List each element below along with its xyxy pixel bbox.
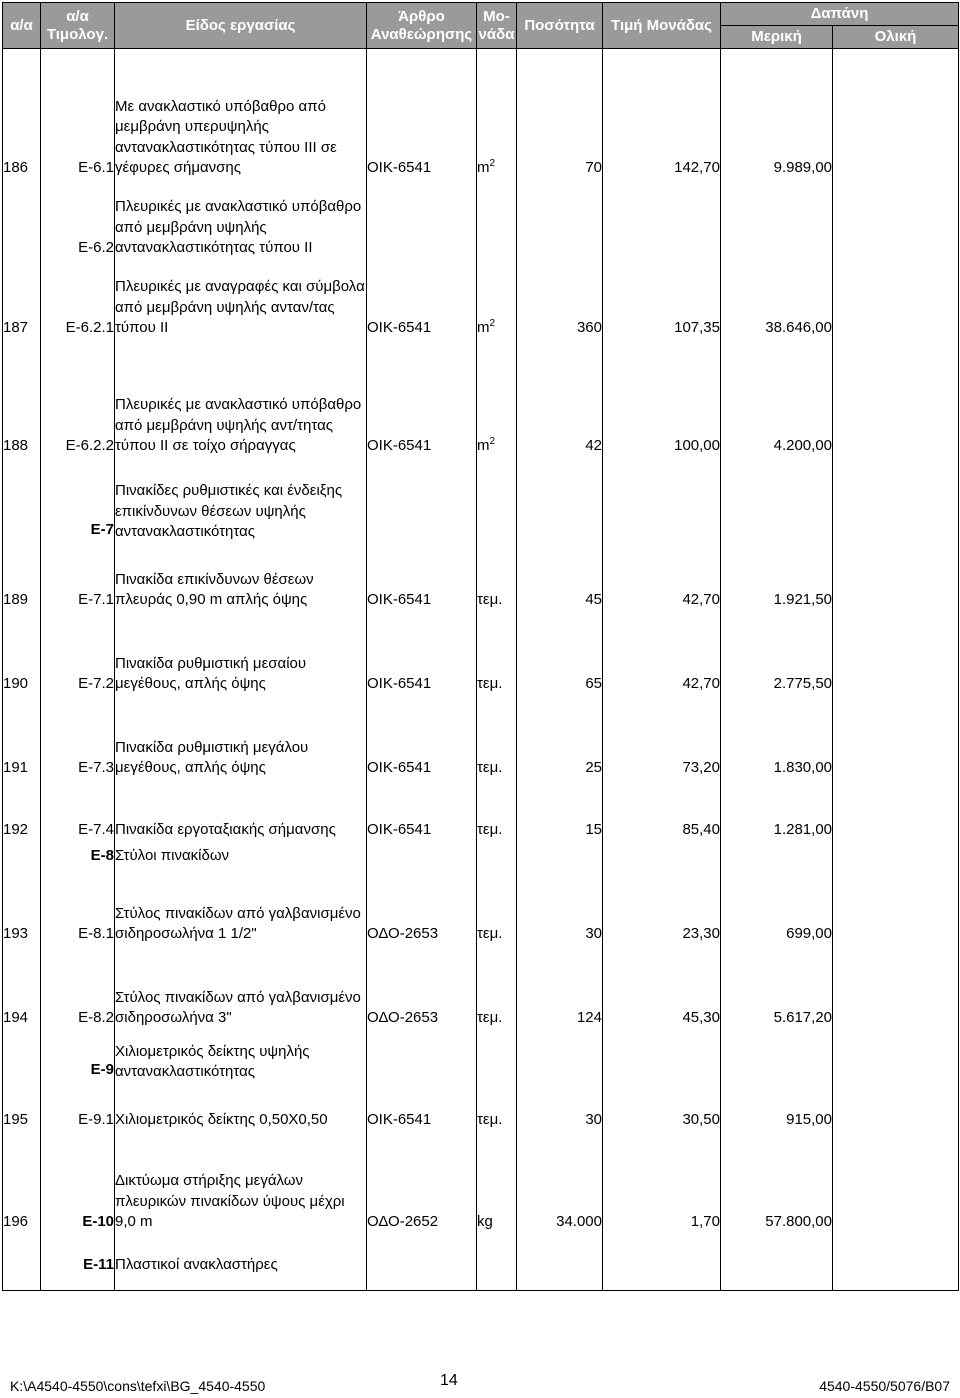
- table-row: [3, 779, 959, 841]
- unit: τεμ.: [477, 1111, 503, 1128]
- unit-cell: [477, 841, 517, 873]
- table-row: [3, 873, 959, 945]
- work-description-cell: [115, 779, 367, 841]
- revision-article-cell: [367, 179, 477, 259]
- article-code-cell: [41, 259, 115, 339]
- partial-cost-cell: [721, 339, 833, 457]
- total-cost-cell: [833, 779, 959, 841]
- footer-reference: 4540-4550/5076/B07: [819, 1378, 950, 1394]
- unit-price-cell: [603, 457, 721, 549]
- partial-cost: 57.800,00: [765, 1213, 832, 1230]
- revision-article-cell: [367, 945, 477, 1029]
- partial-cost-cell: [721, 549, 833, 611]
- quantity-cell: [517, 611, 603, 695]
- table-row: [3, 259, 959, 339]
- unit-price-cell: [603, 179, 721, 259]
- quantity: 30: [585, 925, 602, 942]
- partial-cost: 5.617,20: [773, 1009, 832, 1026]
- table-row: [3, 695, 959, 779]
- col-header-posotita: Ποσότητα: [517, 3, 603, 49]
- unit-cell: [477, 1089, 517, 1131]
- row-number-cell: [3, 1029, 41, 1089]
- row-number: 193: [3, 925, 29, 942]
- partial-cost-cell: [721, 49, 833, 179]
- revision-article-cell: [367, 49, 477, 179]
- partial-cost-cell: [721, 945, 833, 1029]
- revision-article-cell: [367, 549, 477, 611]
- work-description-cell: [115, 1089, 367, 1131]
- row-number-cell: [3, 779, 41, 841]
- revision-article-cell: [367, 841, 477, 873]
- work-description-cell: [115, 457, 367, 549]
- table-header: [3, 3, 959, 49]
- partial-cost: 1.921,50: [773, 591, 832, 608]
- partial-cost-cell: [721, 179, 833, 259]
- unit-cell: [477, 549, 517, 611]
- unit-price-cell: [603, 873, 721, 945]
- total-cost-cell: [833, 179, 959, 259]
- revision-article: ΟΙΚ-6541: [367, 675, 432, 692]
- work-description: Πλαστικοί ανακλαστήρες: [115, 1256, 278, 1273]
- revision-article: ΟΙΚ-6541: [367, 437, 432, 454]
- work-description: Πλευρικές με αναγραφές και σύμβολα από μεμβράνη υψηλής ανταν/τας τύπου ΙΙ: [115, 278, 365, 336]
- row-number: 189: [3, 591, 29, 608]
- revision-article-cell: [367, 695, 477, 779]
- work-description-cell: [115, 611, 367, 695]
- quantity: 25: [585, 759, 602, 776]
- revision-article: ΟΙΚ-6541: [367, 759, 432, 776]
- unit-price-cell: [603, 1089, 721, 1131]
- quantity-cell: [517, 1241, 603, 1291]
- article-code-cell: [41, 339, 115, 457]
- work-description-cell: [115, 1131, 367, 1241]
- row-number: 192: [3, 821, 29, 838]
- article-code: Ε-6.1: [78, 159, 114, 176]
- quantity-cell: [517, 457, 603, 549]
- quantity-cell: [517, 873, 603, 945]
- revision-article: ΟΔΟ-2652: [367, 1213, 439, 1230]
- row-number-cell: [3, 695, 41, 779]
- footer-file-path: K:\A4540-4550\cons\tefxi\BG_4540-4550: [10, 1378, 266, 1394]
- quantity-cell: [517, 945, 603, 1029]
- partial-cost-cell: [721, 259, 833, 339]
- work-description: Στύλοι πινακίδων: [115, 847, 230, 865]
- unit-price: 85,40: [682, 821, 720, 838]
- col-header-meriki: Μερική: [721, 26, 833, 49]
- unit-price: 100,00: [674, 437, 720, 454]
- work-description: Χιλιομετρικός δείκτης 0,50Χ0,50: [115, 1111, 328, 1128]
- revision-article: ΟΙΚ-6541: [367, 591, 432, 608]
- row-number: 195: [3, 1111, 29, 1128]
- article-code: Ε-7.3: [78, 759, 114, 776]
- row-number: 190: [3, 675, 29, 692]
- work-description-cell: [115, 841, 367, 873]
- article-code: Ε-8.2: [78, 1009, 114, 1026]
- total-cost-cell: [833, 49, 959, 179]
- unit: m: [477, 319, 490, 336]
- row-number: 196: [3, 1213, 29, 1230]
- partial-cost: 1.281,00: [773, 821, 832, 838]
- work-description: Πινακίδα εργοταξιακής σήμανσης: [115, 821, 336, 838]
- unit-cell: [477, 49, 517, 179]
- col-header-aa: α/α: [3, 3, 41, 49]
- unit-cell: [477, 179, 517, 259]
- unit: kg: [477, 1213, 493, 1230]
- article-code: Ε-7: [90, 521, 114, 538]
- quantity-cell: [517, 1131, 603, 1241]
- partial-cost: 38.646,00: [765, 319, 832, 336]
- article-code: Ε-9: [90, 1061, 114, 1078]
- row-number-cell: [3, 611, 41, 695]
- col-header-dapani: Δαπάνη: [721, 3, 959, 26]
- unit-price: 23,30: [682, 925, 720, 942]
- col-header-arthro: Άρθρο Αναθεώρησης: [367, 3, 477, 49]
- partial-cost-cell: [721, 611, 833, 695]
- unit-price-cell: [603, 695, 721, 779]
- unit-superscript: 2: [489, 158, 496, 169]
- quantity-cell: [517, 259, 603, 339]
- partial-cost-cell: [721, 457, 833, 549]
- work-description-cell: [115, 549, 367, 611]
- unit-price-cell: [603, 1029, 721, 1089]
- row-number: 194: [3, 1009, 29, 1026]
- article-code: Ε-8: [90, 847, 114, 865]
- table-row: [3, 1241, 959, 1291]
- unit-price-cell: [603, 49, 721, 179]
- revision-article-cell: [367, 779, 477, 841]
- article-code-cell: [41, 179, 115, 259]
- quantity: 42: [585, 437, 602, 454]
- revision-article: ΟΙΚ-6541: [367, 1111, 432, 1128]
- unit-cell: [477, 695, 517, 779]
- row-number-cell: [3, 179, 41, 259]
- quantity: 30: [585, 1111, 602, 1128]
- quantity: 65: [585, 675, 602, 692]
- unit-cell: [477, 1029, 517, 1089]
- total-cost-cell: [833, 611, 959, 695]
- col-header-oliki: Ολική: [833, 26, 959, 49]
- col-header-eidos-ergasias: Είδος εργασίας: [115, 3, 367, 49]
- footer-page-number: 14: [440, 1372, 458, 1389]
- work-description-cell: [115, 1029, 367, 1089]
- row-number-cell: [3, 457, 41, 549]
- total-cost-cell: [833, 695, 959, 779]
- partial-cost: 2.775,50: [773, 675, 832, 692]
- quantity-cell: [517, 179, 603, 259]
- unit: τεμ.: [477, 821, 503, 838]
- row-number-cell: [3, 259, 41, 339]
- partial-cost: 4.200,00: [773, 437, 832, 454]
- table-row: [3, 945, 959, 1029]
- article-code: Ε-7.2: [78, 675, 114, 692]
- partial-cost-cell: [721, 695, 833, 779]
- unit-price-cell: [603, 339, 721, 457]
- revision-article: ΟΙΚ-6541: [367, 821, 432, 838]
- quantity-cell: [517, 779, 603, 841]
- col-header-aa-timologiou: α/α Τιμολογ.: [41, 3, 115, 49]
- article-code-cell: [41, 457, 115, 549]
- unit-cell: [477, 779, 517, 841]
- article-code: Ε-6.2.1: [65, 319, 114, 336]
- revision-article-cell: [367, 457, 477, 549]
- unit-cell: [477, 259, 517, 339]
- unit-price: 45,30: [682, 1009, 720, 1026]
- unit: τεμ.: [477, 925, 503, 942]
- quantity-cell: [517, 1029, 603, 1089]
- row-number-cell: [3, 841, 41, 873]
- unit-price: 107,35: [674, 319, 720, 336]
- article-code-cell: [41, 695, 115, 779]
- total-cost-cell: [833, 945, 959, 1029]
- unit-price-cell: [603, 1131, 721, 1241]
- partial-cost: 1.830,00: [773, 759, 832, 776]
- total-cost-cell: [833, 1131, 959, 1241]
- total-cost-cell: [833, 1089, 959, 1131]
- total-cost-cell: [833, 1029, 959, 1089]
- unit-price: 142,70: [674, 159, 720, 176]
- work-description: Πλευρικές με ανακλαστικό υπόβαθρο από μεμβράνη υψηλής αντανακλαστικότητας τύπου ΙΙ: [115, 198, 362, 256]
- revision-article: ΟΔΟ-2653: [367, 925, 439, 942]
- quantity: 360: [576, 319, 602, 336]
- unit-price-cell: [603, 549, 721, 611]
- unit-price: 30,50: [682, 1111, 720, 1128]
- quantity-cell: [517, 841, 603, 873]
- table-row: [3, 1029, 959, 1089]
- work-description: Στύλος πινακίδων από γαλβανισμένο σιδηροσωλήνα 3": [115, 988, 361, 1026]
- unit: τεμ.: [477, 1009, 503, 1026]
- unit-cell: [477, 611, 517, 695]
- unit-cell: [477, 339, 517, 457]
- quantity-cell: [517, 695, 603, 779]
- work-description: Πινακίδες ρυθμιστικές και ένδειξης επικίνδυνων θέσεων υψηλής αντανακλαστικότητας: [115, 482, 343, 540]
- total-cost-cell: [833, 549, 959, 611]
- unit-price-cell: [603, 259, 721, 339]
- total-cost-cell: [833, 873, 959, 945]
- revision-article-cell: [367, 1131, 477, 1241]
- unit-price: 42,70: [682, 591, 720, 608]
- article-code-cell: [41, 549, 115, 611]
- quantity-cell: [517, 549, 603, 611]
- row-number-cell: [3, 1241, 41, 1291]
- revision-article-cell: [367, 1029, 477, 1089]
- work-description: Πινακίδα ρυθμιστική μεγάλου μεγέθους, απλής όψης: [115, 738, 309, 776]
- article-code-cell: [41, 945, 115, 1029]
- work-description: Πλευρικές με ανακλαστικό υπόβαθρο από μεμβράνη υψηλής αντ/τητας τύπου ΙΙ σε τοίχο σήραγγας: [115, 396, 362, 454]
- total-cost-cell: [833, 1241, 959, 1291]
- total-cost-cell: [833, 841, 959, 873]
- unit: τεμ.: [477, 759, 503, 776]
- article-code-cell: [41, 1029, 115, 1089]
- partial-cost: 915,00: [786, 1111, 832, 1128]
- work-description-cell: [115, 259, 367, 339]
- unit: m: [477, 437, 490, 454]
- unit-price: 42,70: [682, 675, 720, 692]
- row-number-cell: [3, 873, 41, 945]
- unit-cell: [477, 1131, 517, 1241]
- unit-cell: [477, 1241, 517, 1291]
- article-code-cell: [41, 873, 115, 945]
- quantity: 34.000: [556, 1213, 602, 1230]
- partial-cost-cell: [721, 779, 833, 841]
- table-row: [3, 179, 959, 259]
- unit-cell: [477, 945, 517, 1029]
- unit: m: [477, 159, 490, 176]
- article-code-cell: [41, 841, 115, 873]
- cost-estimate-table: [2, 2, 959, 1291]
- table-row: [3, 1131, 959, 1241]
- table-body: [3, 49, 959, 1291]
- partial-cost: 699,00: [786, 925, 832, 942]
- article-code-cell: [41, 49, 115, 179]
- partial-cost-cell: [721, 1241, 833, 1291]
- row-number: 186: [3, 159, 29, 176]
- row-number: 187: [3, 319, 29, 336]
- total-cost-cell: [833, 259, 959, 339]
- partial-cost-cell: [721, 1089, 833, 1131]
- revision-article: ΟΙΚ-6541: [367, 159, 432, 176]
- work-description-cell: [115, 49, 367, 179]
- article-code: Ε-10: [82, 1213, 114, 1230]
- row-number-cell: [3, 549, 41, 611]
- quantity: 70: [585, 159, 602, 176]
- partial-cost-cell: [721, 1029, 833, 1089]
- revision-article-cell: [367, 1241, 477, 1291]
- quantity: 124: [576, 1009, 602, 1026]
- table-row: [3, 841, 959, 873]
- unit-superscript: 2: [489, 436, 496, 447]
- revision-article-cell: [367, 1089, 477, 1131]
- article-code: Ε-6.2.2: [65, 437, 114, 454]
- table-row: [3, 457, 959, 549]
- article-code-cell: [41, 611, 115, 695]
- row-number-cell: [3, 1089, 41, 1131]
- article-code: Ε-7.4: [78, 821, 114, 838]
- work-description-cell: [115, 179, 367, 259]
- row-number-cell: [3, 339, 41, 457]
- col-header-monada: Μο-νάδα: [477, 3, 517, 49]
- work-description-cell: [115, 339, 367, 457]
- work-description: Πινακίδα ρυθμιστική μεσαίου μεγέθους, απλής όψης: [115, 654, 307, 692]
- work-description: Με ανακλαστικό υπόβαθρο από μεμβράνη υπερυψηλής αντανακλαστικότητας τύπου ΙΙΙ σε γέφυρες σήμανσης: [115, 97, 337, 176]
- revision-article-cell: [367, 873, 477, 945]
- quantity-cell: [517, 1089, 603, 1131]
- revision-article: ΟΔΟ-2653: [367, 1009, 439, 1026]
- work-description: Δικτύωμα στήριξης μεγάλων πλευρικών πινακίδων ύψους μέχρι 9,0 m: [115, 1172, 345, 1230]
- table-row: [3, 339, 959, 457]
- article-code: Ε-9.1: [78, 1111, 114, 1128]
- quantity: 45: [585, 591, 602, 608]
- total-cost-cell: [833, 457, 959, 549]
- col-header-timi-monadas: Τιμή Μονάδας: [603, 3, 721, 49]
- article-code-cell: [41, 1241, 115, 1291]
- row-number-cell: [3, 945, 41, 1029]
- table-row: [3, 611, 959, 695]
- work-description-cell: [115, 873, 367, 945]
- article-code: Ε-8.1: [78, 925, 114, 942]
- row-number-cell: [3, 49, 41, 179]
- unit: τεμ.: [477, 675, 503, 692]
- unit-price-cell: [603, 945, 721, 1029]
- unit-price: 73,20: [682, 759, 720, 776]
- work-description-cell: [115, 695, 367, 779]
- row-number-cell: [3, 1131, 41, 1241]
- revision-article-cell: [367, 259, 477, 339]
- unit-cell: [477, 873, 517, 945]
- unit-price-cell: [603, 1241, 721, 1291]
- row-number: 191: [3, 759, 29, 776]
- total-cost-cell: [833, 339, 959, 457]
- partial-cost-cell: [721, 1131, 833, 1241]
- unit: τεμ.: [477, 591, 503, 608]
- unit-superscript: 2: [489, 318, 496, 329]
- article-code-cell: [41, 1089, 115, 1131]
- row-number: 188: [3, 437, 29, 454]
- article-code-cell: [41, 1131, 115, 1241]
- partial-cost: 9.989,00: [773, 159, 832, 176]
- revision-article-cell: [367, 339, 477, 457]
- partial-cost-cell: [721, 873, 833, 945]
- revision-article-cell: [367, 611, 477, 695]
- article-code: Ε-11: [83, 1256, 114, 1273]
- work-description-cell: [115, 945, 367, 1029]
- work-description: Χιλιομετρικός δείκτης υψηλής αντανακλαστικότητας: [115, 1042, 310, 1080]
- article-code: Ε-6.2: [78, 239, 114, 256]
- unit-price-cell: [603, 779, 721, 841]
- unit-cell: [477, 457, 517, 549]
- unit-price-cell: [603, 841, 721, 873]
- table-row: [3, 1089, 959, 1131]
- partial-cost-cell: [721, 841, 833, 873]
- revision-article: ΟΙΚ-6541: [367, 319, 432, 336]
- table-row: [3, 49, 959, 179]
- work-description: Πινακίδα επικίνδυνων θέσεων πλευράς 0,90 m απλής όψης: [115, 570, 314, 608]
- unit-price: 1,70: [690, 1213, 720, 1230]
- unit-price-cell: [603, 611, 721, 695]
- quantity-cell: [517, 49, 603, 179]
- article-code-cell: [41, 779, 115, 841]
- quantity: 15: [585, 821, 602, 838]
- work-description-cell: [115, 1241, 367, 1291]
- article-code: Ε-7.1: [78, 591, 114, 608]
- table-row: [3, 549, 959, 611]
- quantity-cell: [517, 339, 603, 457]
- work-description: Στύλος πινακίδων από γαλβανισμένο σιδηροσωλήνα 1 1/2": [115, 904, 361, 942]
